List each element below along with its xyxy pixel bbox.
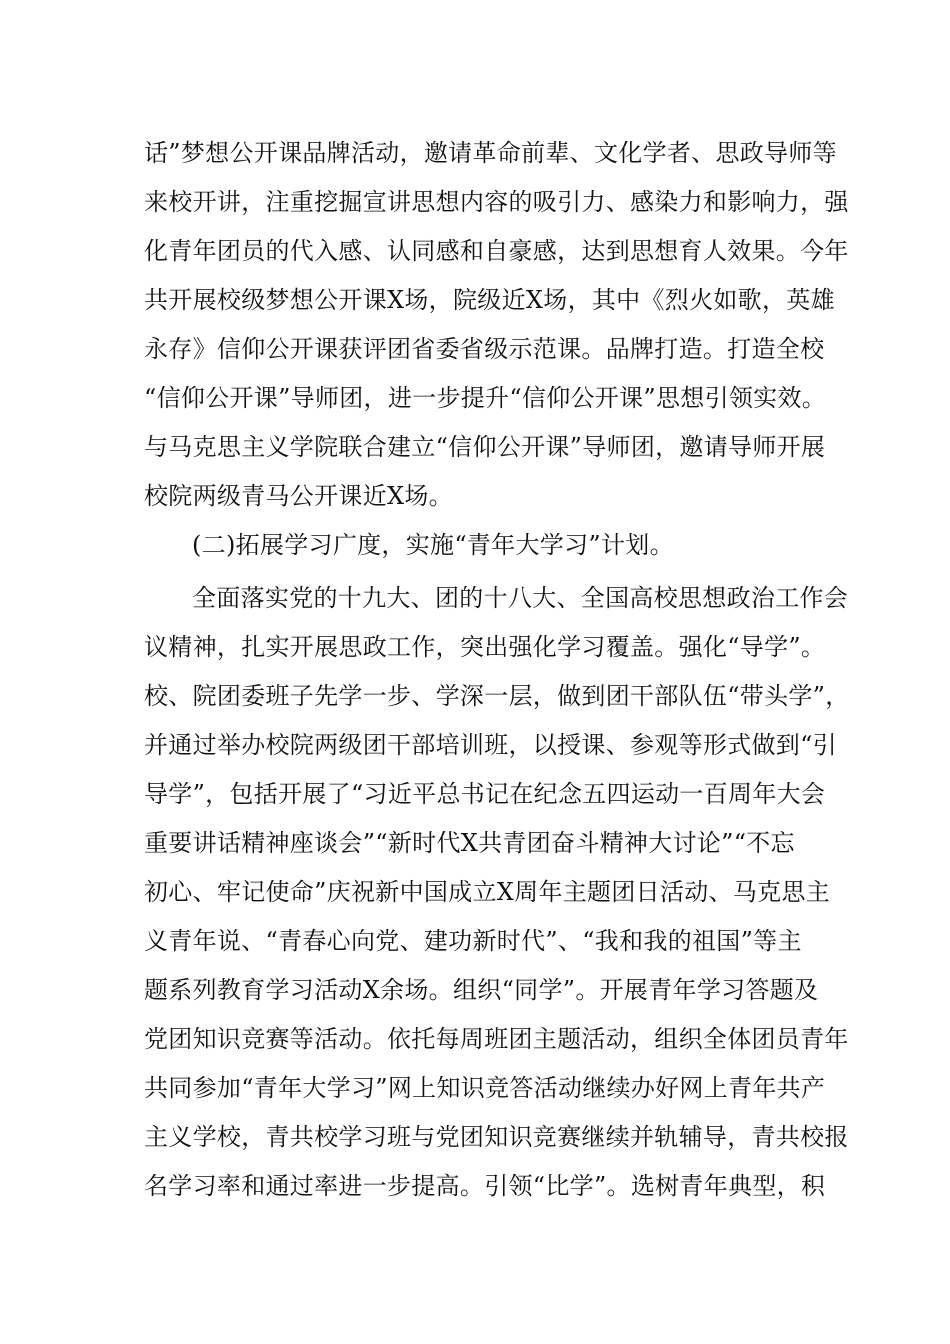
section-heading: (二)拓展学习广度，实施“青年大学习”计划。: [192, 531, 674, 559]
text-line: 义青年说、“青春心向党、建功新时代”、“我和我的祖国”等主: [144, 927, 802, 955]
text-line: 与马克思主义学院联合建立“信仰公开课”导师团，邀请导师开展: [144, 433, 826, 461]
text-line: 全面落实党的十九大、团的十八大、全国高校思想政治工作会: [192, 584, 849, 612]
text-line: 党团知识竞赛等活动。依托每周班团主题活动，组织全体团员青年: [144, 1025, 849, 1053]
text-line: 共开展校级梦想公开课X场，院级近X场，其中《烈火如歌，英雄: [144, 286, 835, 314]
text-line: 化青年团员的代入感、认同感和自豪感，达到思想育人效果。今年: [144, 237, 849, 265]
text-line: “信仰公开课”导师团，进一步提升“信仰公开课”思想引领实效。: [144, 384, 827, 412]
text-line: 校院两级青马公开课近X场。: [144, 482, 453, 510]
text-line: 来校开讲，注重挖掘宣讲思想内容的吸引力、感染力和影响力，强: [144, 188, 849, 216]
text-line: 共同参加“青年大学习”网上知识竞答活动继续办好网上青年共产: [144, 1074, 826, 1102]
text-line: 主义学校，青共校学习班与党团知识竞赛继续并轨辅导，青共校报: [144, 1123, 849, 1151]
text-line: 导学”，包括开展了“习近平总书记在纪念五四运动一百周年大会: [144, 780, 826, 808]
text-line: 重要讲话精神座谈会”“新时代X共青团奋斗精神大讨论”“不忘: [144, 829, 795, 857]
text-line: 校、院团委班子先学一步、学深一层，做到团干部队伍“带头学”，: [144, 682, 850, 710]
text-line: 并通过举办校院两级团干部培训班，以授课、参观等形式做到“引: [144, 731, 837, 759]
text-line: 议精神，扎实开展思政工作，突出强化学习覆盖。强化“导学”。: [144, 633, 826, 661]
text-line: 初心、牢记使命”庆祝新中国成立X周年主题团日活动、马克思主: [144, 878, 831, 906]
text-line: 话”梦想公开课品牌活动，邀请革命前辈、文化学者、思政导师等: [144, 139, 837, 167]
text-line: 题系列教育学习活动X余场。组织“同学”。开展青年学习答题及: [144, 976, 819, 1004]
text-line: 名学习率和通过率进一步提高。引领“比学”。选树青年典型，积: [144, 1172, 826, 1200]
text-line: 永存》信仰公开课获评团省委省级示范课。品牌打造。打造全校: [144, 335, 825, 363]
